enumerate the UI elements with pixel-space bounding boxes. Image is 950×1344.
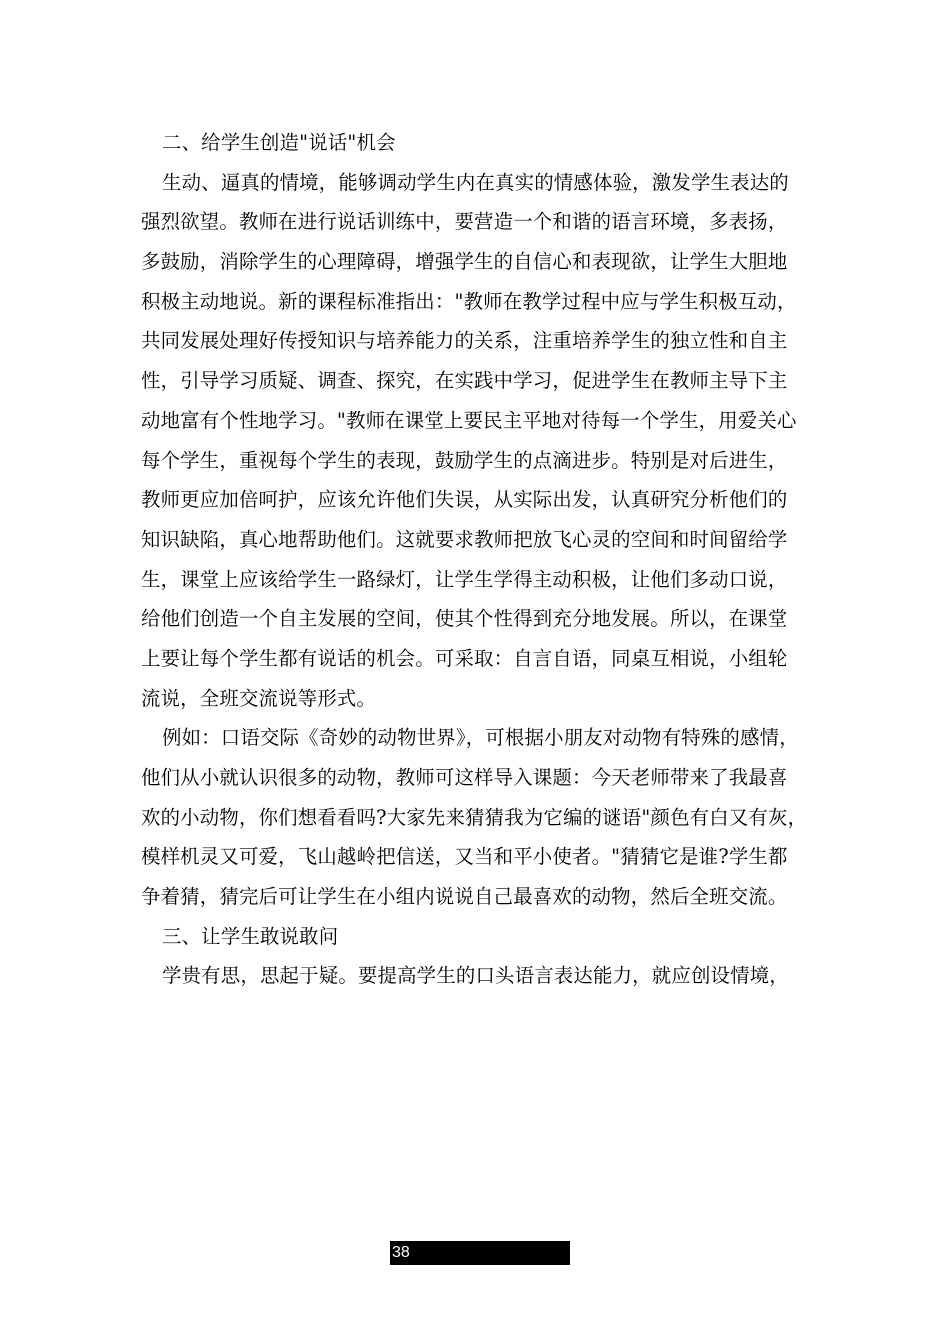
text-line: 每个学生，重视每个学生的表现，鼓励学生的点滴进步。特别是对后进生，: [141, 448, 788, 472]
text-line: 学贵有思，思起于疑。要提高学生的口头语言表达能力，就应创设情境，: [162, 964, 789, 988]
text-line: 性，引导学习质疑、调查、探究，在实践中学习，促进学生在教师主导下主: [141, 369, 788, 393]
text-line: 争着猜，猜完后可让学生在小组内说说自己最喜欢的动物，然后全班交流。: [141, 885, 788, 909]
text-line: 二、给学生创造"说话"机会: [162, 131, 396, 154]
text-line: 积极主动地说。新的课程标准指出："教师在教学过程中应与学生积极互动，: [141, 289, 797, 313]
text-line: 上要让每个学生都有说话的机会。可采取：自言自语，同桌互相说，小组轮: [141, 646, 788, 670]
text-line: 模样机灵又可爱，飞山越岭把信送，又当和平小使者。"猜猜它是谁?学生都: [141, 845, 788, 869]
text-line: 教师更应加倍呵护，应该允许他们失误，从实际出发，认真研究分析他们的: [141, 488, 788, 512]
text-line: 欢的小动物，你们想看看吗?大家先来猜猜我为它编的谜语"颜色有白又有灰，: [141, 805, 808, 829]
text-line: 知识缺陷，真心地帮助他们。这就要求教师把放飞心灵的空间和时间留给学: [141, 527, 788, 551]
text-line: 强烈欲望。教师在进行说话训练中，要营造一个和谐的语言环境，多表扬，: [141, 210, 788, 234]
text-line: 流说，全班交流说等形式。: [141, 686, 377, 710]
text-line: 多鼓励，消除学生的心理障碍，增强学生的自信心和表现欲，让学生大胆地: [141, 250, 788, 274]
text-line: 他们从小就认识很多的动物，教师可这样导入课题：今天老师带来了我最喜: [141, 766, 788, 789]
text-line: 例如：口语交际《奇妙的动物世界》，可根据小朋友对动物有特殊的感情，: [162, 726, 799, 750]
text-line: 给他们创造一个自主发展的空间，使其个性得到充分地发展。所以，在课堂: [141, 607, 788, 631]
text-line: 生，课堂上应该给学生一路绿灯，让学生学得主动积极，让他们多动口说，: [141, 567, 788, 591]
page-number-bar: [390, 1241, 570, 1265]
text-line: 三、让学生敢说敢问: [162, 924, 339, 948]
text-line: 动地富有个性地学习。"教师在课堂上要民主平地对待每一个学生，用爱关心: [141, 408, 797, 432]
page-number: 38: [392, 1244, 410, 1261]
document-body: [141, 123, 821, 996]
text-line: 共同发展处理好传授知识与培养能力的关系，注重培养学生的独立性和自主: [141, 329, 788, 353]
text-line: 生动、逼真的情境，能够调动学生内在真实的情感体验，激发学生表达的: [162, 170, 789, 194]
